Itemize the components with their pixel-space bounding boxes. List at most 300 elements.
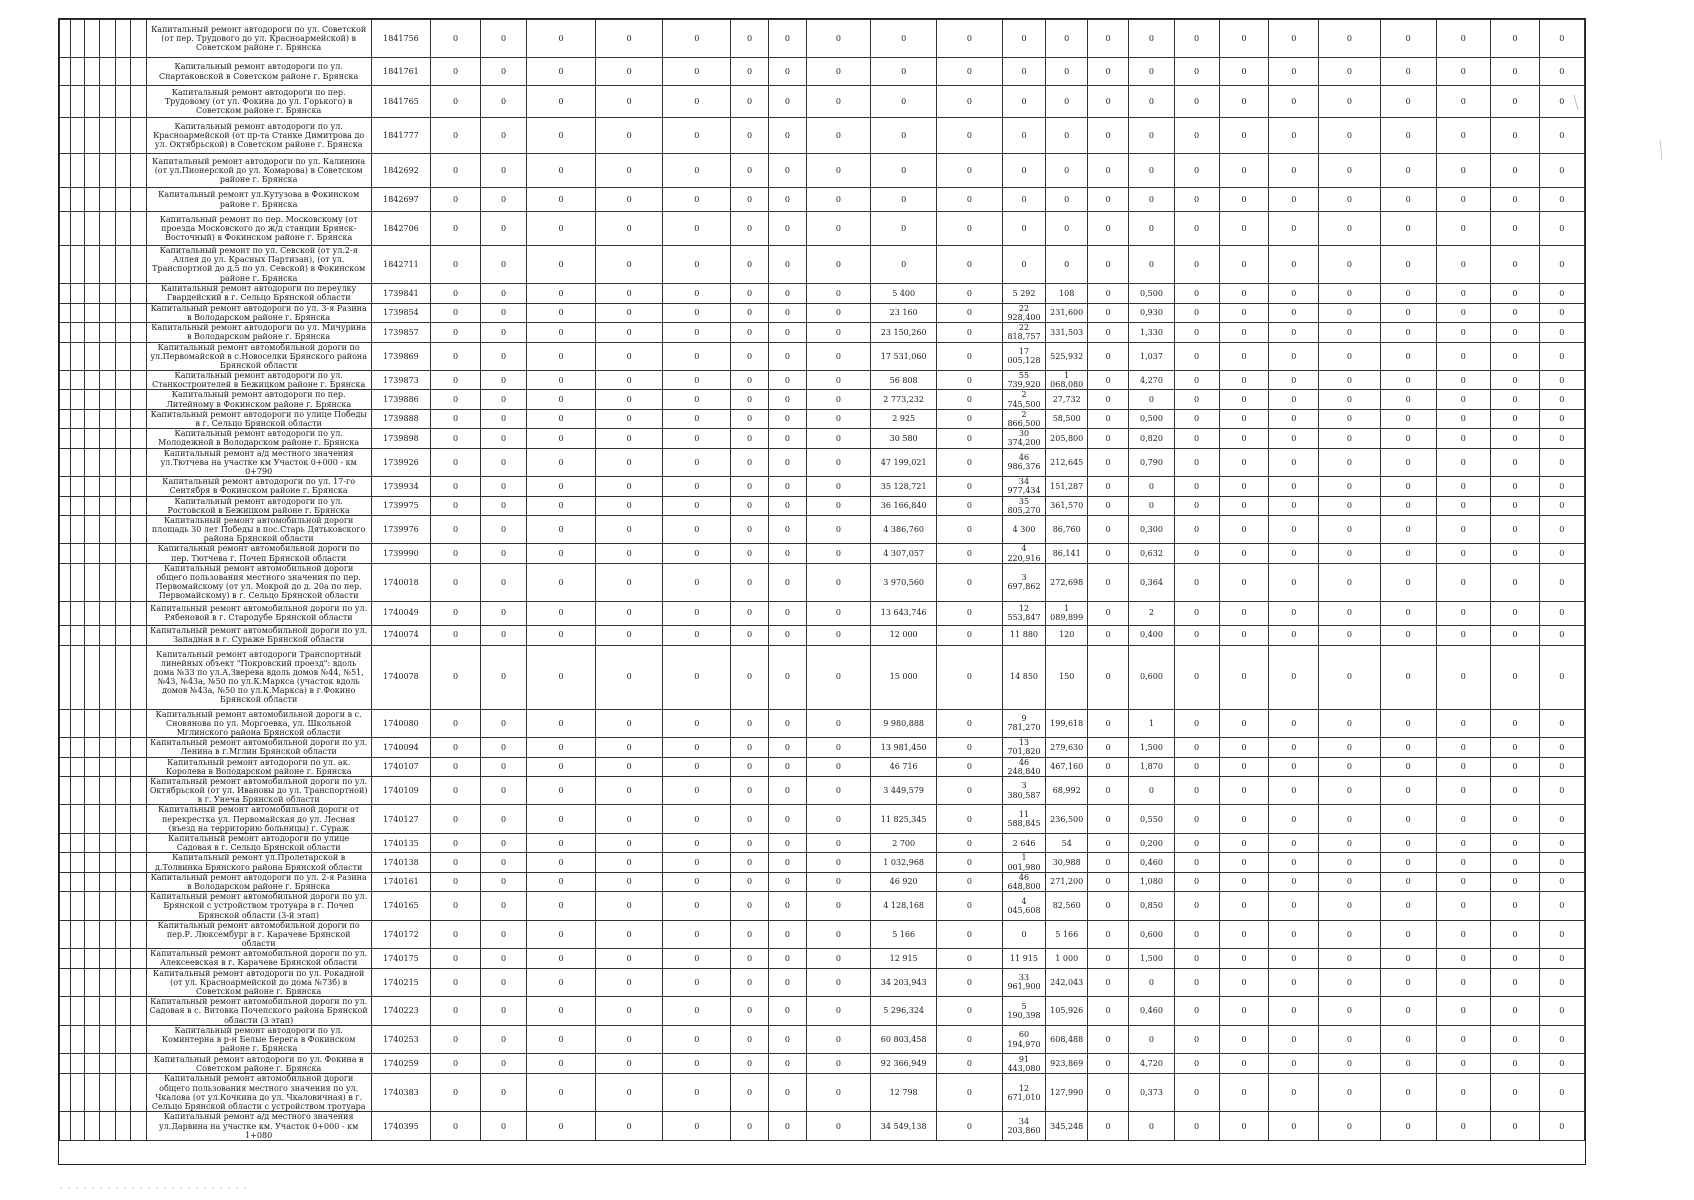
value-cell: 0 [1319, 1112, 1381, 1141]
value-cell: 0 [1269, 283, 1319, 303]
value-cell: 0 [480, 997, 526, 1026]
value-cell: 0 [1436, 805, 1491, 834]
value-cell: 0 [1087, 834, 1129, 853]
empty-cell [70, 853, 84, 872]
value-cell: 68,992 [1046, 776, 1088, 805]
empty-cell [100, 429, 115, 448]
value-cell: 0 [480, 212, 526, 246]
value-cell: 0 [1380, 709, 1436, 738]
object-code-cell: 1740165 [371, 892, 430, 921]
value-cell: 0 [480, 154, 526, 188]
value-cell: 0 [806, 58, 870, 86]
table-row [60, 390, 1585, 409]
value-cell: 0 [731, 246, 769, 284]
value-cell: 0 [1219, 601, 1269, 625]
value-cell: 0 [1269, 709, 1319, 738]
empty-cell [115, 246, 130, 284]
value-cell: 0 [806, 757, 870, 776]
value-cell: 0 [768, 118, 806, 154]
value-cell: 33 961,900 [1002, 968, 1046, 997]
value-cell: 0 [1087, 303, 1129, 322]
value-cell: 0 [1174, 645, 1219, 709]
value-cell: 0 [1087, 212, 1129, 246]
empty-cell [100, 448, 115, 477]
value-cell: 0 [663, 757, 731, 776]
empty-cell [100, 118, 115, 154]
value-cell: 1 089,899 [1046, 601, 1088, 625]
empty-cell [70, 601, 84, 625]
value-cell: 0 [768, 920, 806, 949]
empty-cell [100, 853, 115, 872]
empty-cell [100, 997, 115, 1026]
empty-cell [115, 1054, 130, 1074]
table-row [60, 86, 1585, 118]
value-cell: 0 [431, 323, 481, 342]
empty-cell [131, 920, 146, 949]
value-cell: 0 [480, 1054, 526, 1074]
value-cell: 0 [1491, 1025, 1540, 1054]
value-cell: 0 [1436, 515, 1491, 544]
value-cell: 0 [1319, 709, 1381, 738]
value-cell: 0 [1087, 390, 1129, 409]
value-cell: 11 915 [1002, 949, 1046, 968]
value-cell: 0 [480, 515, 526, 544]
value-cell: 0 [1436, 834, 1491, 853]
value-cell: 0 [768, 1054, 806, 1074]
value-cell: 0 [1319, 188, 1381, 212]
value-cell: 0 [1380, 563, 1436, 601]
value-cell: 0 [663, 477, 731, 496]
empty-cell [84, 477, 99, 496]
value-cell: 0 [480, 496, 526, 515]
value-cell: 0 [1219, 1112, 1269, 1141]
value-cell: 0 [431, 892, 481, 921]
value-cell: 0,930 [1129, 303, 1174, 322]
value-cell: 15 000 [870, 645, 936, 709]
value-cell: 0 [431, 118, 481, 154]
empty-cell [100, 246, 115, 284]
object-name-cell: Капитальный ремонт автодороги по ул. Ростовской в Бежицком районе г. Брянска [146, 496, 371, 515]
value-cell: 467,160 [1046, 757, 1088, 776]
value-cell: 0 [431, 920, 481, 949]
value-cell: 0 [1087, 757, 1129, 776]
value-cell: 361,570 [1046, 496, 1088, 515]
value-cell: 0 [806, 776, 870, 805]
empty-cell [131, 448, 146, 477]
value-cell: 0 [1087, 58, 1129, 86]
empty-cell [131, 625, 146, 645]
empty-cell [131, 1054, 146, 1074]
empty-cell [60, 342, 71, 371]
value-cell: 34 203,860 [1002, 1112, 1046, 1141]
value-cell: 0 [663, 409, 731, 428]
value-cell: 0 [595, 496, 663, 515]
value-cell: 0 [1491, 563, 1540, 601]
value-cell: 0 [1269, 776, 1319, 805]
value-cell: 0 [806, 892, 870, 921]
empty-cell [70, 515, 84, 544]
value-cell: 0 [431, 371, 481, 390]
value-cell: 0 [1002, 154, 1046, 188]
value-cell: 0 [1319, 390, 1381, 409]
value-cell: 345,248 [1046, 1112, 1088, 1141]
value-cell: 0 [431, 409, 481, 428]
object-name-cell: Капитальный ремонт автомобильной дороги от перекрестка ул. Первомайская до ул. Лесная (въезд на территорию больницы) г. Сураж [146, 805, 371, 834]
value-cell: 0 [595, 154, 663, 188]
empty-cell [84, 709, 99, 738]
empty-cell [70, 892, 84, 921]
value-cell: 0 [1174, 188, 1219, 212]
empty-cell [60, 892, 71, 921]
value-cell: 0,400 [1129, 625, 1174, 645]
value-cell: 0 [1174, 390, 1219, 409]
value-cell: 0 [527, 118, 596, 154]
object-name-cell: Капитальный ремонт автодороги по ул. Спартаковской в Советском районе г. Брянска [146, 58, 371, 86]
value-cell: 0 [1539, 968, 1584, 997]
empty-cell [84, 872, 99, 891]
value-cell: 0 [768, 448, 806, 477]
empty-cell [60, 1074, 71, 1112]
value-cell: 0 [806, 86, 870, 118]
value-cell: 0 [806, 323, 870, 342]
empty-cell [84, 515, 99, 544]
empty-cell [60, 645, 71, 709]
value-cell: 0 [1380, 738, 1436, 757]
value-cell: 0 [806, 834, 870, 853]
value-cell: 86,141 [1046, 544, 1088, 563]
value-cell: 0 [595, 323, 663, 342]
value-cell: 0 [595, 409, 663, 428]
value-cell: 923,869 [1046, 1054, 1088, 1074]
value-cell: 0 [1087, 515, 1129, 544]
value-cell: 0 [527, 834, 596, 853]
object-name-cell: Капитальный ремонт автомобильной дороги площадь 30 лет Победы в пос.Старь Дятьковского района Брянской области [146, 515, 371, 544]
value-cell: 0 [1491, 968, 1540, 997]
empty-cell [60, 303, 71, 322]
value-cell: 0 [1539, 323, 1584, 342]
value-cell: 0 [1129, 58, 1174, 86]
value-cell: 0 [1129, 1025, 1174, 1054]
value-cell: 0 [1539, 949, 1584, 968]
value-cell: 0 [431, 342, 481, 371]
object-name-cell: Капитальный ремонт автодороги по ул. 2-я Разина в Володарском районе г. Брянска [146, 872, 371, 891]
object-name-cell: Капитальный ремонт автомобильной дороги по ул. Западная в г. Сураже Брянской области [146, 625, 371, 645]
value-cell: 0 [1219, 58, 1269, 86]
empty-cell [100, 58, 115, 86]
empty-cell [70, 949, 84, 968]
value-cell: 0 [1174, 853, 1219, 872]
empty-cell [60, 834, 71, 853]
empty-cell [131, 757, 146, 776]
table-row [60, 371, 1585, 390]
value-cell: 47 199,021 [870, 448, 936, 477]
empty-cell [100, 1112, 115, 1141]
value-cell: 0 [1269, 496, 1319, 515]
value-cell: 0 [937, 853, 1002, 872]
value-cell: 0 [768, 283, 806, 303]
empty-cell [84, 212, 99, 246]
empty-cell [60, 709, 71, 738]
value-cell: 0 [1539, 563, 1584, 601]
value-cell: 0 [937, 118, 1002, 154]
value-cell: 0 [1436, 645, 1491, 709]
value-cell: 54 [1046, 834, 1088, 853]
value-cell: 0 [431, 448, 481, 477]
value-cell: 0 [1174, 1112, 1219, 1141]
empty-cell [70, 805, 84, 834]
empty-cell [115, 429, 130, 448]
value-cell: 0 [1491, 323, 1540, 342]
value-cell: 0 [1269, 949, 1319, 968]
value-cell: 0 [1380, 601, 1436, 625]
value-cell: 0,820 [1129, 429, 1174, 448]
value-cell: 0 [527, 1074, 596, 1112]
value-cell: 82,560 [1046, 892, 1088, 921]
value-cell: 0 [527, 20, 596, 58]
value-cell: 0 [937, 1025, 1002, 1054]
object-code-cell: 1740109 [371, 776, 430, 805]
empty-cell [131, 409, 146, 428]
value-cell: 0 [1129, 154, 1174, 188]
empty-cell [60, 515, 71, 544]
empty-cell [60, 968, 71, 997]
object-name-cell: Капитальный ремонт автодороги по улице Садовая в г. Сельцо Брянской области [146, 834, 371, 853]
value-cell: 0 [1539, 371, 1584, 390]
table-row [60, 212, 1585, 246]
value-cell: 0 [527, 872, 596, 891]
empty-cell [131, 20, 146, 58]
value-cell: 60 194,970 [1002, 1025, 1046, 1054]
value-cell: 0 [595, 968, 663, 997]
value-cell: 0 [731, 496, 769, 515]
value-cell: 0 [937, 342, 1002, 371]
empty-cell [115, 342, 130, 371]
object-name-cell: Капитальный ремонт автодороги по ул. 3-я Разина в Володарском районе г. Брянска [146, 303, 371, 322]
value-cell: 12 553,847 [1002, 601, 1046, 625]
value-cell: 2 646 [1002, 834, 1046, 853]
value-cell: 0 [1174, 323, 1219, 342]
object-name-cell: Капитальный ремонт автомобильной дороги по ул. Садовая в с. Витовка Почепского района Брянской области (3 этап) [146, 997, 371, 1026]
value-cell: 0 [1491, 601, 1540, 625]
value-cell: 0 [1219, 757, 1269, 776]
value-cell: 0 [1174, 448, 1219, 477]
value-cell: 0 [937, 1112, 1002, 1141]
value-cell: 0 [1219, 246, 1269, 284]
empty-cell [60, 283, 71, 303]
value-cell: 0 [1002, 246, 1046, 284]
value-cell: 0 [595, 709, 663, 738]
value-cell: 0 [1219, 1074, 1269, 1112]
value-cell: 0 [1380, 834, 1436, 853]
value-cell: 0 [937, 776, 1002, 805]
value-cell: 60 803,458 [870, 1025, 936, 1054]
empty-cell [115, 477, 130, 496]
value-cell: 0 [480, 1074, 526, 1112]
value-cell: 0 [480, 776, 526, 805]
value-cell: 0 [806, 496, 870, 515]
value-cell: 0,790 [1129, 448, 1174, 477]
value-cell: 0 [1491, 853, 1540, 872]
value-cell: 0 [1539, 283, 1584, 303]
value-cell: 0 [1046, 86, 1088, 118]
value-cell: 0 [1539, 429, 1584, 448]
empty-cell [84, 323, 99, 342]
value-cell: 0 [731, 645, 769, 709]
value-cell: 0 [1380, 872, 1436, 891]
value-cell: 0 [1219, 544, 1269, 563]
empty-cell [70, 645, 84, 709]
value-cell: 0 [1319, 892, 1381, 921]
empty-cell [70, 58, 84, 86]
value-cell: 0 [937, 188, 1002, 212]
value-cell: 0 [806, 20, 870, 58]
value-cell: 0 [937, 283, 1002, 303]
empty-cell [100, 645, 115, 709]
value-cell: 3 380,587 [1002, 776, 1046, 805]
value-cell: 0,600 [1129, 645, 1174, 709]
value-cell: 0 [527, 58, 596, 86]
empty-cell [84, 448, 99, 477]
value-cell: 0 [431, 154, 481, 188]
table-row [60, 1074, 1585, 1112]
value-cell: 0 [1174, 625, 1219, 645]
value-cell: 0 [937, 738, 1002, 757]
value-cell: 30 580 [870, 429, 936, 448]
empty-cell [60, 477, 71, 496]
value-cell: 0 [595, 515, 663, 544]
value-cell: 231,600 [1046, 303, 1088, 322]
value-cell: 17 005,128 [1002, 342, 1046, 371]
value-cell: 0 [1319, 1054, 1381, 1074]
value-cell: 17 531,060 [870, 342, 936, 371]
value-cell: 0 [663, 776, 731, 805]
value-cell: 0,460 [1129, 997, 1174, 1026]
value-cell: 0 [1087, 1112, 1129, 1141]
value-cell: 0 [527, 997, 596, 1026]
value-cell: 0 [1539, 20, 1584, 58]
value-cell: 4 220,916 [1002, 544, 1046, 563]
value-cell: 0 [595, 544, 663, 563]
value-cell: 0 [1129, 496, 1174, 515]
value-cell: 0 [806, 118, 870, 154]
value-cell: 0 [527, 303, 596, 322]
value-cell: 0 [937, 920, 1002, 949]
value-cell: 11 880 [1002, 625, 1046, 645]
value-cell: 0 [731, 949, 769, 968]
empty-cell [131, 496, 146, 515]
value-cell: 0 [1491, 496, 1540, 515]
empty-cell [84, 1025, 99, 1054]
empty-cell [115, 776, 130, 805]
value-cell: 0 [1319, 757, 1381, 776]
value-cell: 0 [806, 544, 870, 563]
value-cell: 0 [1539, 625, 1584, 645]
value-cell: 0 [1087, 429, 1129, 448]
value-cell: 0 [1319, 968, 1381, 997]
value-cell: 0 [663, 834, 731, 853]
table-row [60, 303, 1585, 322]
value-cell: 0 [806, 390, 870, 409]
value-cell: 0 [1319, 371, 1381, 390]
value-cell: 0 [731, 342, 769, 371]
empty-cell [70, 390, 84, 409]
value-cell: 0 [1436, 968, 1491, 997]
empty-cell [131, 477, 146, 496]
value-cell: 0 [1269, 1074, 1319, 1112]
empty-cell [131, 154, 146, 188]
value-cell: 0 [1380, 429, 1436, 448]
value-cell: 0 [480, 246, 526, 284]
value-cell: 0 [663, 86, 731, 118]
value-cell: 608,488 [1046, 1025, 1088, 1054]
value-cell: 0 [595, 645, 663, 709]
object-code-cell: 1740094 [371, 738, 430, 757]
empty-cell [70, 477, 84, 496]
empty-cell [60, 920, 71, 949]
value-cell: 11 825,345 [870, 805, 936, 834]
empty-cell [60, 390, 71, 409]
value-cell: 0 [1380, 997, 1436, 1026]
empty-cell [60, 601, 71, 625]
value-cell: 0 [1087, 949, 1129, 968]
value-cell: 34 977,434 [1002, 477, 1046, 496]
value-cell: 0 [527, 892, 596, 921]
empty-cell [100, 1054, 115, 1074]
value-cell: 0 [527, 805, 596, 834]
empty-cell [100, 709, 115, 738]
value-cell: 0 [937, 834, 1002, 853]
value-cell: 0 [1087, 118, 1129, 154]
value-cell: 0 [1319, 212, 1381, 246]
value-cell: 0 [806, 1074, 870, 1112]
value-cell: 0 [1269, 544, 1319, 563]
value-cell: 0 [480, 892, 526, 921]
value-cell: 0 [1087, 920, 1129, 949]
empty-cell [70, 154, 84, 188]
value-cell: 0 [1436, 920, 1491, 949]
value-cell: 108 [1046, 283, 1088, 303]
empty-cell [84, 805, 99, 834]
value-cell: 0 [1269, 872, 1319, 891]
object-name-cell: Капитальный ремонт автодороги по ул. Фокина в Советском районе г. Брянска [146, 1054, 371, 1074]
value-cell: 0 [870, 188, 936, 212]
value-cell: 0 [1539, 709, 1584, 738]
value-cell: 0 [1436, 625, 1491, 645]
value-cell: 0 [431, 212, 481, 246]
value-cell: 0 [1539, 645, 1584, 709]
value-cell: 0 [1539, 544, 1584, 563]
empty-cell [131, 212, 146, 246]
value-cell: 0 [1491, 448, 1540, 477]
empty-cell [115, 601, 130, 625]
value-cell: 4 307,057 [870, 544, 936, 563]
value-cell: 0 [595, 853, 663, 872]
value-cell: 0 [731, 212, 769, 246]
value-cell: 0 [663, 154, 731, 188]
value-cell: 0 [431, 544, 481, 563]
value-cell: 0 [1380, 118, 1436, 154]
value-cell: 0 [1380, 544, 1436, 563]
table-row [60, 448, 1585, 477]
value-cell: 0 [1087, 342, 1129, 371]
object-code-cell: 1841765 [371, 86, 430, 118]
table-row [60, 409, 1585, 428]
value-cell: 0 [431, 477, 481, 496]
value-cell: 0 [1087, 997, 1129, 1026]
value-cell: 0 [1491, 757, 1540, 776]
value-cell: 0 [937, 544, 1002, 563]
value-cell: 0 [480, 709, 526, 738]
